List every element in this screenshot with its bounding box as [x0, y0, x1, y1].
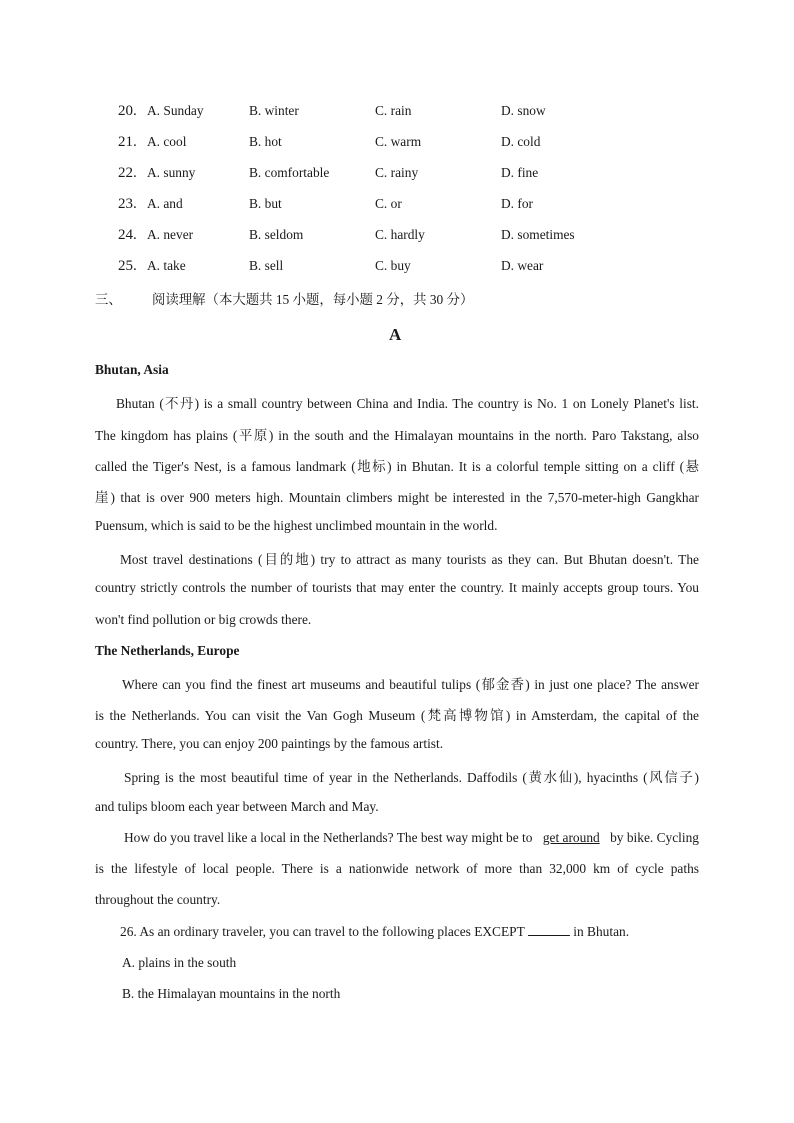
option-c: C. or	[375, 196, 402, 211]
bhutan-heading: Bhutan, Asia	[95, 362, 169, 377]
question-number: 20.	[118, 103, 137, 119]
netherlands-line-2: is the Netherlands. You can visit the Van Gogh Museum (梵高博物馆) in Amsterdam, the capital of the	[95, 708, 699, 723]
option-a: A. cool	[147, 134, 187, 149]
netherlands-line-8: throughout the country.	[95, 892, 221, 907]
passage-label: A	[389, 325, 402, 344]
option-d: D. wear	[501, 258, 544, 273]
question-26-stem	[120, 924, 629, 940]
option-b: B. hot	[249, 134, 282, 149]
question-number: 25.	[118, 258, 137, 274]
option-a: A. never	[147, 227, 194, 242]
question-number: 24.	[118, 227, 137, 243]
choice-row-24	[0, 227, 794, 247]
choice-row-25	[0, 258, 794, 278]
netherlands-line-1: Where can you find the finest art museums and beautiful tulips (郁金香) in just one place? The answer	[122, 677, 699, 692]
question-number: 22.	[118, 165, 137, 181]
netherlands-heading: The Netherlands, Europe	[95, 643, 240, 658]
netherlands-line-6	[124, 830, 699, 846]
option-d: D. sometimes	[501, 227, 575, 242]
option-b: B. seldom	[249, 227, 304, 242]
option-d: D. cold	[501, 134, 541, 149]
option-c: C. hardly	[375, 227, 425, 242]
section-title: 阅读理解（本大题共 15 小题，每小题 2 分，共 30 分）	[152, 292, 474, 307]
choice-row-21	[0, 134, 794, 154]
choice-row-22	[0, 165, 794, 185]
netherlands-line-4: Spring is the most beautiful time of year in the Netherlands. Daffodils (黄水仙), hyacinths (风信子)	[124, 770, 699, 785]
option-b: B. winter	[249, 103, 299, 118]
option-c: C. rain	[375, 103, 412, 118]
bhutan-line-3: called the Tiger's Nest, is a famous landmark (地标) in Bhutan. It is a colorful temple sitting on a cliff (悬	[95, 459, 699, 474]
netherlands-line-6-start: How do you travel like a local in the Netherlands? The best way might be to	[124, 830, 533, 845]
question-26-option-b: B. the Himalayan mountains in the north	[122, 986, 341, 1001]
option-a: A. Sunday	[147, 103, 204, 118]
bhutan-line-7: country strictly controls the number of tourists that may enter the country. It mainly accepts group tours. You	[95, 580, 699, 595]
choice-row-20	[0, 103, 794, 123]
option-c: C. rainy	[375, 165, 419, 180]
phrase-get-around: get around	[542, 830, 600, 845]
question-26-stem-before: 26. As an ordinary traveler, you can travel to the following places EXCEPT	[120, 924, 525, 939]
question-number: 23.	[118, 196, 137, 212]
option-b: B. but	[249, 196, 282, 211]
option-a: A. take	[147, 258, 186, 273]
option-a: A. and	[147, 196, 183, 211]
option-d: D. for	[501, 196, 533, 211]
bhutan-line-2: The kingdom has plains (平原) in the south and the Himalayan mountains in the north. Paro Takstang, also	[95, 428, 699, 443]
option-c: C. buy	[375, 258, 411, 273]
section-number: 三、	[95, 292, 122, 307]
netherlands-line-6-end: by bike. Cycling	[610, 830, 699, 845]
choice-row-23	[0, 196, 794, 216]
option-b: B. sell	[249, 258, 284, 273]
option-b: B. comfortable	[249, 165, 330, 180]
option-a: A. sunny	[147, 165, 196, 180]
question-26-stem-after: in Bhutan.	[573, 924, 630, 939]
option-d: D. snow	[501, 103, 546, 118]
option-d: D. fine	[501, 165, 539, 180]
question-26-option-a: A. plains in the south	[122, 955, 237, 970]
answer-blank	[528, 924, 570, 936]
netherlands-line-3: country. There, you can enjoy 200 paintings by the famous artist.	[95, 736, 444, 751]
bhutan-line-8: won't find pollution or big crowds there.	[95, 612, 312, 627]
option-c: C. warm	[375, 134, 422, 149]
bhutan-line-4: 崖) that is over 900 meters high. Mountain climbers might be interested in the 7,570-meter-high Gangkhar	[95, 490, 699, 505]
netherlands-line-7: is the lifestyle of local people. There is a nationwide network of more than 32,000 km of cycle paths	[95, 861, 699, 876]
question-number: 21.	[118, 134, 137, 150]
bhutan-line-6: Most travel destinations (目的地) try to attract as many tourists as they can. But Bhutan doesn't. The	[120, 552, 699, 567]
bhutan-line-1: Bhutan (不丹) is a small country between China and India. The country is No. 1 on Lonely Planet's list.	[116, 396, 699, 411]
bhutan-line-5: Puensum, which is said to be the highest unclimbed mountain in the world.	[95, 518, 498, 533]
netherlands-line-5: and tulips bloom each year between March and May.	[95, 799, 379, 814]
